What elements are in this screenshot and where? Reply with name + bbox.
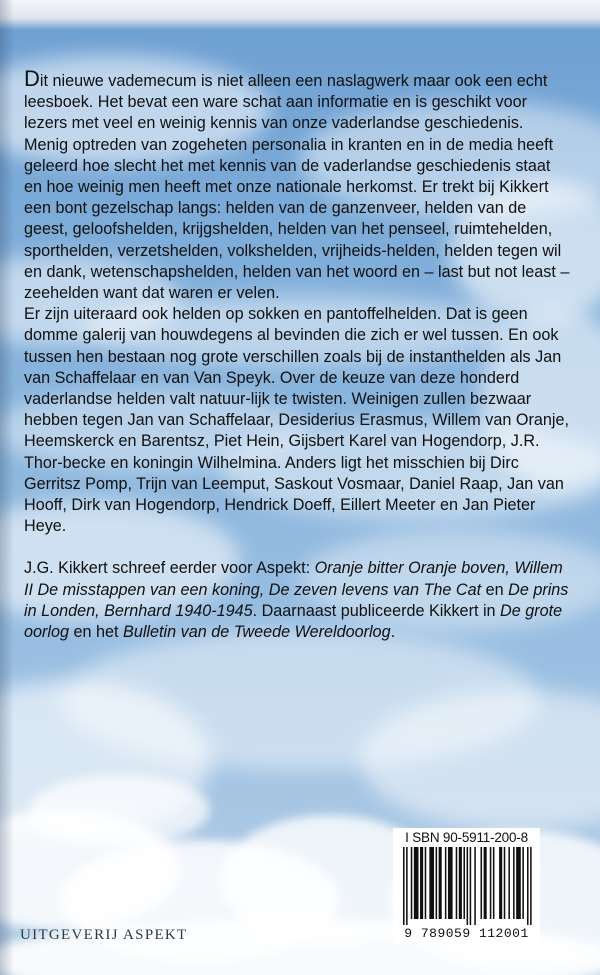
author-note bbox=[24, 558, 570, 643]
barcode-bar bbox=[481, 847, 483, 919]
barcode-bar bbox=[403, 847, 405, 925]
barcode-bar bbox=[516, 847, 521, 919]
barcode-bar bbox=[425, 847, 427, 919]
barcode-bar bbox=[456, 847, 458, 919]
isbn-label: I SBN 90-5911-200-8 bbox=[405, 830, 528, 845]
barcode-bar bbox=[448, 847, 453, 919]
publication-title: De grote oorlog bbox=[24, 601, 563, 642]
author-note-text: en het bbox=[69, 623, 124, 642]
blurb-text bbox=[24, 66, 570, 643]
barcode-bar bbox=[504, 847, 506, 919]
barcode-bar bbox=[493, 847, 495, 919]
author-note-text: en bbox=[481, 580, 509, 599]
barcode-bars bbox=[401, 847, 532, 925]
barcode-bar bbox=[484, 847, 487, 919]
author-note-text: J.G. Kikkert schreef eerder voor Aspekt: bbox=[24, 559, 315, 578]
barcode-bar bbox=[406, 847, 408, 925]
barcode-bar bbox=[474, 847, 476, 925]
barcode-bar bbox=[414, 847, 419, 919]
book-title: De prins in Londen, Bernhard 1940-1945 bbox=[24, 580, 569, 620]
barcode-bar bbox=[467, 847, 469, 925]
barcode-bar bbox=[527, 847, 529, 925]
cover-top-edge bbox=[0, 0, 600, 30]
barcode-bar bbox=[439, 847, 442, 919]
barcode-bar bbox=[436, 847, 438, 919]
cloud-shape bbox=[30, 775, 210, 845]
barcode-bar bbox=[459, 847, 462, 919]
barcode-bar bbox=[490, 847, 492, 919]
barcode-bar bbox=[530, 847, 532, 925]
drop-cap: D bbox=[24, 66, 40, 91]
author-note-text: . Daarnaast publiceerde Kikkert in bbox=[252, 601, 501, 620]
barcode-bar bbox=[411, 847, 413, 919]
ean-digits: 9 789059 112001 bbox=[404, 926, 529, 941]
author-note-text: . bbox=[390, 623, 396, 642]
barcode-bar bbox=[445, 847, 447, 919]
isbn-barcode bbox=[393, 828, 540, 944]
barcode-bar bbox=[463, 847, 465, 919]
barcode-bar bbox=[499, 847, 502, 919]
barcode-bar bbox=[522, 847, 524, 919]
barcode-bar bbox=[513, 847, 515, 919]
barcode-bar bbox=[470, 847, 472, 925]
book-title: Oranje bitter Oranje boven, Willem II De misstappen van een koning, De zeven levens van The Cat bbox=[24, 559, 563, 599]
blurb-paragraph-2: Er zijn uiteraard ook helden op sokken en pantoffelhelden. Dat is geen domme galerij van houwdegens al bevinden die zich er wel tussen. En ook tussen hen bestaan nog grote verschillen zoals bij de instanthelden als Jan van Schaffelaar en van Van Speyk. Over de keuze van deze honderd vaderlandse helden valt natuur-lijk te twisten. Weinigen zullen bezwaar hebben tegen Jan van Schaffelaar, Desiderius Erasmus, Willem van Oranje, Heemskerck en Barentsz, Piet Hein, Gijsbert Karel van Hogendorp, J.R. Thor-becke en koningin Wilhelmina. Anders ligt het misschien bij Dirc Gerritsz Pomp, Trijn van Leemput, Saskout Vosmaar, Daniel Raap, Jan van Hooff, Dirk van Hogendorp, Hendrick Doeff, Eillert Meeter en Jan Pieter Heye. bbox=[24, 305, 569, 536]
barcode-bar bbox=[508, 847, 510, 919]
barcode-bar bbox=[420, 847, 423, 919]
barcode-bar bbox=[429, 847, 434, 919]
publication-title: Bulletin van de Tweede Wereldoorlog bbox=[123, 623, 391, 642]
spine-shadow bbox=[0, 0, 14, 975]
blurb-paragraph-1-body: it nieuwe vademecum is niet alleen een naslagwerk maar ook een echt leesboek. Het bevat een ware schat aan informatie en is geschikt voor lezers met veel en weinig kennis van onze vaderlandse geschiedenis. Menig optreden van zogeheten personalia in kranten en in de media heeft geleerd hoe slecht het met kennis van de vaderlandse geschiedenis staat en hoe weinig men heeft met onze nationale herkomst. Er trekt bij Kikkert een bont gezelschap langs: helden van de ganzenveer, helden van de geest, geloofshelden, krijgshelden, helden van het penseel, ruimtehelden, sporthelden, verzetshelden, volkshelden, vrijheids-helden, helden tegen wil en dank, wetenschapshelden, helden van het woord en – last but not least – zeehelden want dat waren er velen. bbox=[24, 72, 570, 303]
blurb-paragraph-1 bbox=[24, 66, 570, 304]
publisher-name: UITGEVERIJ ASPEKT bbox=[20, 927, 188, 943]
